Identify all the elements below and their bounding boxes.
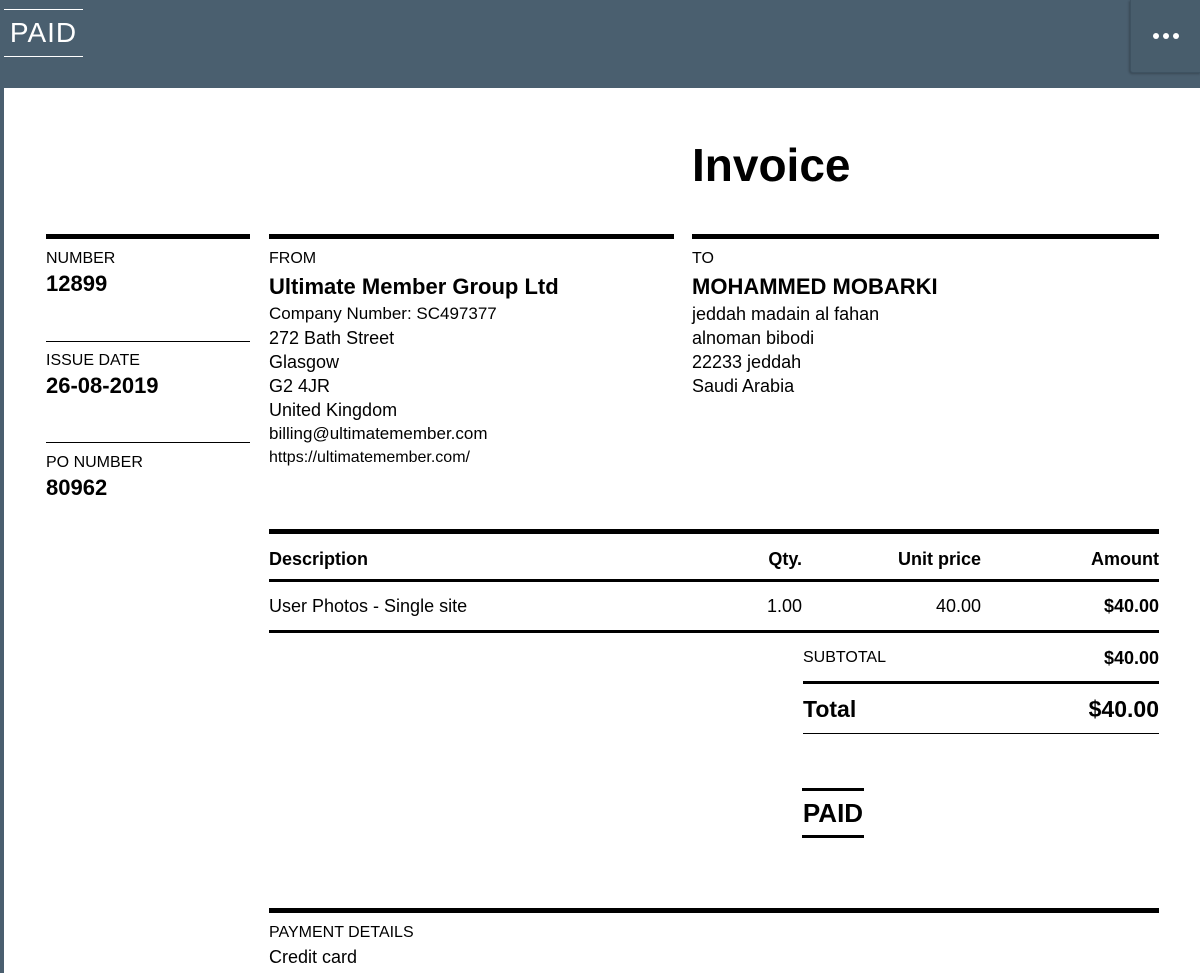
table-top-divider [269,529,1159,534]
totals-divider [803,681,1159,684]
invoice-title: Invoice [692,139,851,191]
to-address-line3: 22233 jeddah [692,352,802,372]
row-description: User Photos - Single site [269,596,468,616]
column-header-unit-price: Unit price [897,549,981,569]
more-horizontal-icon [1153,33,1179,39]
more-options-button[interactable] [1130,0,1200,73]
meta-divider [46,341,250,342]
from-company-name: Ultimate Member Group Ltd [269,274,559,299]
row-unit-price: 40.00 [935,596,981,616]
column-header-description: Description [269,549,369,569]
to-address-line2: alnoman bibodi [692,328,815,348]
issue-date: 26-08-2019 [46,373,159,398]
from-country: United Kingdom [269,400,398,420]
from-street: 272 Bath Street [269,328,395,348]
subtotal-label: SUBTOTAL [803,649,886,666]
to-address [692,302,879,398]
table-row [269,582,1159,631]
to-address-line1: jeddah madain al fahan [692,304,880,324]
column-header-amount: Amount [1091,549,1159,569]
from-divider [269,234,674,239]
to-label: TO [692,250,714,267]
subtotal-value: $40.00 [1103,648,1159,668]
status-badge: PAID [4,9,83,57]
from-website: https://ultimatemember.com/ [269,449,470,466]
top-bar [0,0,1200,88]
from-postcode: G2 4JR [269,376,331,396]
invoice-number: 12899 [46,271,108,296]
payment-details-label: PAYMENT DETAILS [269,924,414,941]
from-label: FROM [269,250,317,267]
customer-name: MOHAMMED MOBARKI [692,274,938,299]
company-number: Company Number: SC497377 [269,304,497,323]
to-country: Saudi Arabia [692,376,795,396]
total-value: $40.00 [1088,696,1159,722]
from-address [269,302,497,470]
row-qty: 1.00 [766,596,802,616]
number-label: NUMBER [46,250,116,267]
table-bottom-divider [269,630,1159,633]
column-header-qty: Qty. [768,549,802,569]
total-label: Total [803,696,857,722]
from-email: billing@ultimatemember.com [269,424,488,443]
invoice-page [4,88,1200,973]
payment-divider [269,908,1159,913]
meta-divider [46,442,250,443]
issue-date-label: ISSUE DATE [46,352,140,369]
paid-stamp: PAID [802,788,864,838]
from-city: Glasgow [269,352,340,372]
row-amount: $40.00 [1103,596,1159,616]
po-number: 80962 [46,475,108,500]
to-divider [692,234,1159,239]
po-number-label: PO NUMBER [46,454,143,471]
totals-bottom-divider [803,733,1159,734]
payment-method: Credit card [269,947,358,967]
meta-divider [46,234,250,239]
